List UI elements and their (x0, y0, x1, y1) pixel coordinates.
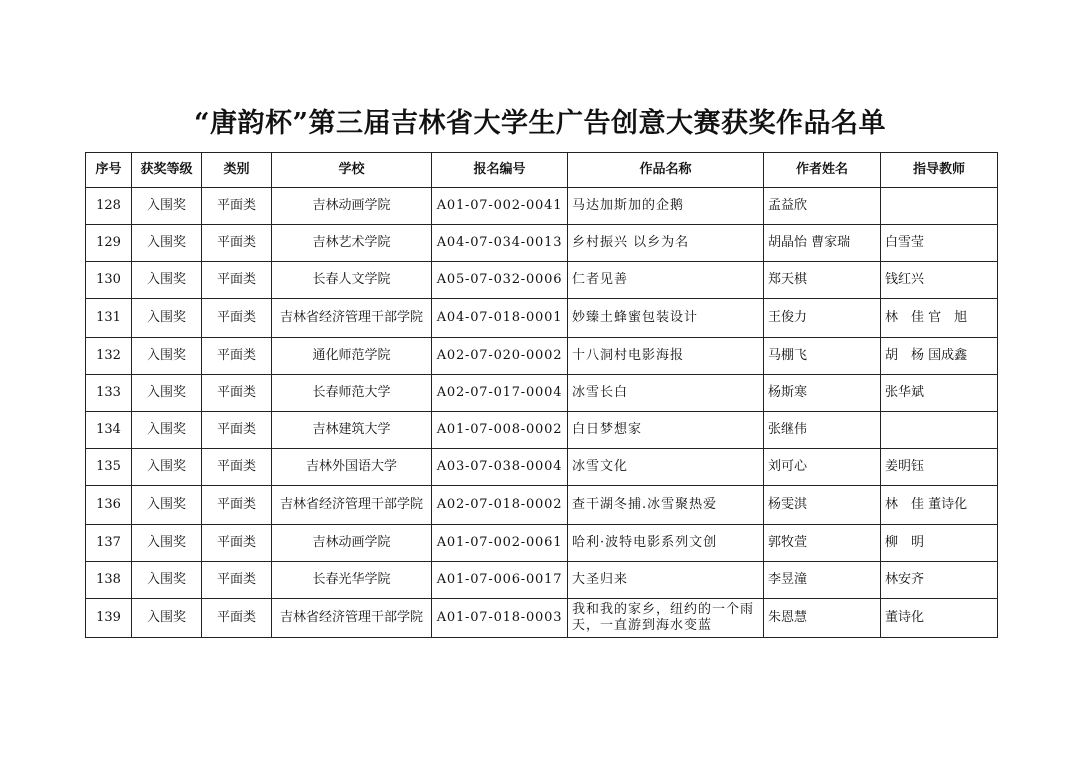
cell-category: 平面类 (202, 188, 272, 225)
table-row (86, 412, 998, 449)
cell-no: 138 (86, 562, 132, 599)
cell-registration-code: A03-07-038-0004 (432, 449, 568, 486)
cell-category: 平面类 (202, 225, 272, 262)
cell-school: 吉林动画学院 (272, 188, 432, 225)
cell-author: 郑天棋 (764, 262, 881, 299)
cell-award-level: 入围奖 (132, 299, 202, 338)
cell-work-title: 冰雪长白 (568, 375, 764, 412)
cell-award-level: 入围奖 (132, 225, 202, 262)
cell-award-level: 入围奖 (132, 525, 202, 562)
cell-category: 平面类 (202, 525, 272, 562)
header-advisor: 指导教师 (881, 153, 998, 188)
cell-advisor (881, 412, 998, 449)
cell-work-title: 白日梦想家 (568, 412, 764, 449)
cell-advisor (881, 188, 998, 225)
cell-school: 吉林艺术学院 (272, 225, 432, 262)
cell-category: 平面类 (202, 562, 272, 599)
cell-award-level: 入围奖 (132, 449, 202, 486)
cell-school: 长春人文学院 (272, 262, 432, 299)
cell-no: 132 (86, 338, 132, 375)
table-header-row (86, 153, 998, 188)
cell-school: 吉林外国语大学 (272, 449, 432, 486)
cell-work-title: 查干湖冬捕.冰雪聚热爱 (568, 486, 764, 525)
table-row (86, 188, 998, 225)
header-work-title: 作品名称 (568, 153, 764, 188)
table-row (86, 486, 998, 525)
cell-no: 135 (86, 449, 132, 486)
cell-author: 孟益欣 (764, 188, 881, 225)
cell-category: 平面类 (202, 449, 272, 486)
cell-no: 139 (86, 599, 132, 638)
table-row (86, 262, 998, 299)
cell-registration-code: A01-07-002-0041 (432, 188, 568, 225)
cell-category: 平面类 (202, 299, 272, 338)
document-title: “唐韵杯”第三届吉林省大学生广告创意大赛获奖作品名单 (193, 108, 887, 139)
cell-work-title: 仁者见善 (568, 262, 764, 299)
cell-work-title: 大圣归来 (568, 562, 764, 599)
cell-author: 李昱潼 (764, 562, 881, 599)
cell-advisor: 钱红兴 (881, 262, 998, 299)
cell-no: 130 (86, 262, 132, 299)
cell-school: 吉林省经济管理干部学院 (272, 299, 432, 338)
awards-table (85, 152, 998, 638)
cell-advisor: 林 佳 官 旭 (881, 299, 998, 338)
table-row (86, 299, 998, 338)
cell-award-level: 入围奖 (132, 338, 202, 375)
cell-category: 平面类 (202, 375, 272, 412)
cell-registration-code: A04-07-034-0013 (432, 225, 568, 262)
cell-author: 刘可心 (764, 449, 881, 486)
cell-no: 133 (86, 375, 132, 412)
cell-work-title: 哈利·波特电影系列文创 (568, 525, 764, 562)
cell-advisor: 张华斌 (881, 375, 998, 412)
cell-advisor: 柳 明 (881, 525, 998, 562)
cell-category: 平面类 (202, 262, 272, 299)
cell-school: 长春师范大学 (272, 375, 432, 412)
cell-registration-code: A02-07-018-0002 (432, 486, 568, 525)
header-award-level: 获奖等级 (132, 153, 202, 188)
cell-no: 128 (86, 188, 132, 225)
cell-author: 王俊力 (764, 299, 881, 338)
table-row (86, 525, 998, 562)
cell-work-title: 乡村振兴 以乡为名 (568, 225, 764, 262)
cell-category: 平面类 (202, 486, 272, 525)
cell-award-level: 入围奖 (132, 599, 202, 638)
cell-school: 吉林省经济管理干部学院 (272, 486, 432, 525)
cell-no: 137 (86, 525, 132, 562)
cell-school: 吉林建筑大学 (272, 412, 432, 449)
cell-award-level: 入围奖 (132, 486, 202, 525)
cell-award-level: 入围奖 (132, 262, 202, 299)
cell-advisor: 姜明钰 (881, 449, 998, 486)
table-row (86, 562, 998, 599)
cell-author: 杨雯淇 (764, 486, 881, 525)
cell-no: 136 (86, 486, 132, 525)
cell-category: 平面类 (202, 599, 272, 638)
cell-category: 平面类 (202, 338, 272, 375)
header-school: 学校 (272, 153, 432, 188)
cell-registration-code: A01-07-006-0017 (432, 562, 568, 599)
header-registration-code: 报名编号 (432, 153, 568, 188)
cell-author: 胡晶怡 曹家瑞 (764, 225, 881, 262)
header-author: 作者姓名 (764, 153, 881, 188)
cell-work-title: 冰雪文化 (568, 449, 764, 486)
cell-school: 吉林动画学院 (272, 525, 432, 562)
cell-registration-code: A05-07-032-0006 (432, 262, 568, 299)
cell-registration-code: A02-07-017-0004 (432, 375, 568, 412)
cell-author: 杨斯寒 (764, 375, 881, 412)
cell-no: 134 (86, 412, 132, 449)
cell-advisor: 胡 杨 国成鑫 (881, 338, 998, 375)
cell-author: 马棚飞 (764, 338, 881, 375)
table-row (86, 338, 998, 375)
cell-no: 131 (86, 299, 132, 338)
cell-work-title: 马达加斯加的企鹅 (568, 188, 764, 225)
table-row (86, 375, 998, 412)
cell-award-level: 入围奖 (132, 375, 202, 412)
table-row (86, 225, 998, 262)
cell-author: 郭牧萱 (764, 525, 881, 562)
header-no: 序号 (86, 153, 132, 188)
cell-registration-code: A01-07-008-0002 (432, 412, 568, 449)
cell-school: 长春光华学院 (272, 562, 432, 599)
header-category: 类别 (202, 153, 272, 188)
cell-advisor: 林 佳 董诗化 (881, 486, 998, 525)
table-row (86, 599, 998, 638)
cell-work-title: 我和我的家乡，纽约的一个雨天，一直游到海水变蓝 (568, 599, 764, 638)
table-row (86, 449, 998, 486)
cell-advisor: 董诗化 (881, 599, 998, 638)
cell-author: 朱恩慧 (764, 599, 881, 638)
cell-school: 通化师范学院 (272, 338, 432, 375)
cell-author: 张继伟 (764, 412, 881, 449)
cell-registration-code: A04-07-018-0001 (432, 299, 568, 338)
cell-category: 平面类 (202, 412, 272, 449)
cell-registration-code: A01-07-018-0003 (432, 599, 568, 638)
cell-school: 吉林省经济管理干部学院 (272, 599, 432, 638)
cell-award-level: 入围奖 (132, 562, 202, 599)
cell-work-title: 妙臻土蜂蜜包装设计 (568, 299, 764, 338)
cell-advisor: 白雪莹 (881, 225, 998, 262)
cell-advisor: 林安齐 (881, 562, 998, 599)
cell-registration-code: A01-07-002-0061 (432, 525, 568, 562)
cell-award-level: 入围奖 (132, 412, 202, 449)
cell-registration-code: A02-07-020-0002 (432, 338, 568, 375)
cell-no: 129 (86, 225, 132, 262)
cell-award-level: 入围奖 (132, 188, 202, 225)
cell-work-title: 十八洞村电影海报 (568, 338, 764, 375)
